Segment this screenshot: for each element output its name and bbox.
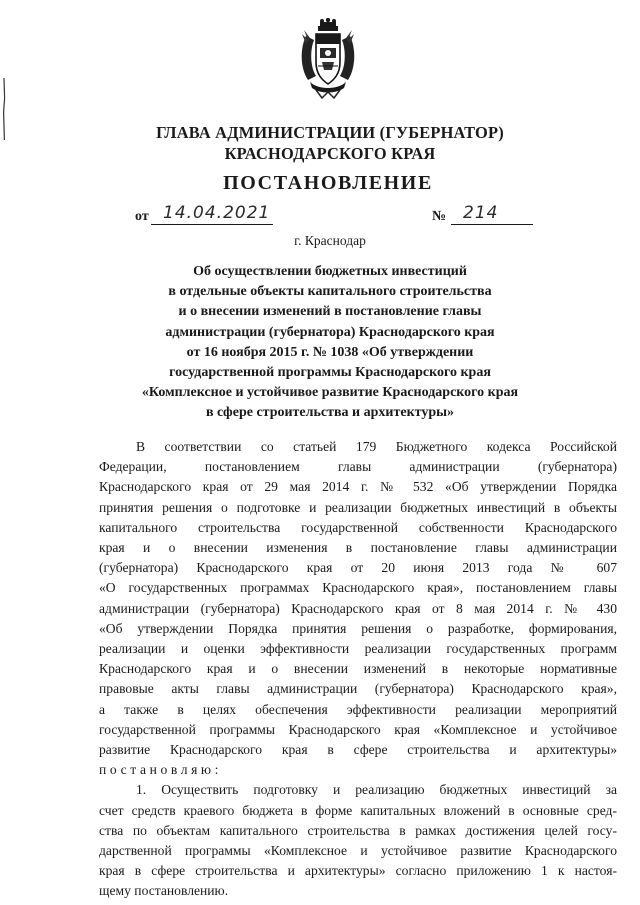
coat-of-arms-icon [296,18,360,100]
body-line: щему постановлению. [99,883,229,899]
body-line: 1. Осуществить подготовку и реализацию бюджетных инвестиций за [136,782,617,798]
decree-title-line: в отдельные объекты капитального строительства [168,284,492,300]
scan-edge-mark [2,78,6,140]
date-label: от [135,209,149,224]
decree-title [100,262,560,424]
date-value: 14.04.2021 [151,203,273,225]
decree-title-line: государственной программы Краснодарского края [169,365,491,381]
body-line: счет средств краевого бюджета в форме капитальных вложений в основные сред- [99,802,617,818]
body-line: «Об утверждении Порядка принятия решения о разработке, формирования, [99,620,617,636]
body-line: принятия решения о подготовке и реализации бюджетных инвестиций в объекты [99,499,617,515]
decree-title-line: от 16 ноября 2015 г. № 1038 «Об утверждении [186,344,474,360]
body-line: Краснодарского края и о внесении изменений в некоторые нормативные [99,661,617,677]
authority-title-line2: КРАСНОДАРСКОГО КРАЯ [224,144,436,163]
body-line: В соответствии со статьей 179 Бюджетного кодекса Российской [136,439,617,454]
body-line: (губернатора) Краснодарского края от 20 июня 2013 года № 607 [99,560,617,576]
city-name: г. Краснодар [294,233,366,248]
body-line: дарственной программы «Комплексное и устойчивое развитие Краснодарского [99,843,617,859]
decree-title-line: в сфере строительства и архитектуры» [205,405,455,421]
decree-title-line: и о внесении изменений в постановление главы [178,304,482,320]
body-line: ства по объектам капитального строительства в рамках достижения целей госу- [99,822,617,838]
decree-title-line: администрации (губернатора) Краснодарского края [165,324,495,340]
body-line: государственной программы Краснодарского края «Комплексное и устойчивое [99,721,617,737]
body-line: реализации и оценки эффективности реализации государственных программ [99,641,617,657]
decree-body [99,437,617,902]
body-line: «О государственных программах Краснодарского края», постановлением главы [99,580,617,596]
date-number-row [135,205,555,231]
number-value: 214 [451,203,533,225]
document-type: ПОСТАНОВЛЕНИЕ [223,172,433,194]
authority-title-line1: ГЛАВА АДМИНИСТРАЦИИ (ГУБЕРНАТОР) [156,123,504,142]
body-line: развитие Краснодарского края в сфере строительства и архитектуры» [99,742,617,758]
decree-title-line: Об осуществлении бюджетных инвестиций [193,264,467,279]
body-line: правовые акты главы администрации (губернатора) Краснодарского края», [99,681,617,697]
body-line: Краснодарского края от 29 мая 2014 г. № 532 «Об утверждении Порядка [99,479,617,495]
decree-title-line: «Комплексное и устойчивое развитие Краснодарского края [141,385,519,401]
number-label: № [432,209,447,224]
body-line: края в сфере строительства и архитектуры» согласно приложению 1 к настоя- [99,863,617,879]
body-line: Федерации, постановлением главы администрации (губернатора) [99,459,617,475]
body-line: капитального строительства государственной собственности Краснодарского [99,519,617,535]
body-line: администрации (губернатора) Краснодарского края от 8 мая 2014 г. № 430 [99,600,617,616]
body-line: а также в целях обеспечения эффективности реализации мероприятий [99,701,617,717]
body-line: края и о внесении изменения в постановление главы администрации [99,540,617,556]
decree-keyword: постановляю: [99,762,223,778]
